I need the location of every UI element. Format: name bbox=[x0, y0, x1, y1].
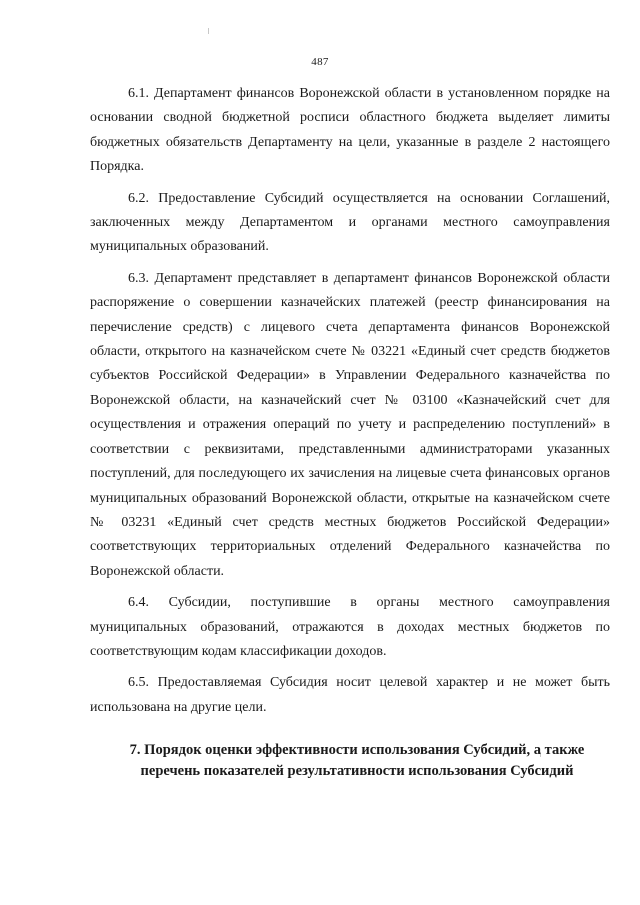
paragraph-6-4: 6.4. Субсидии, поступившие в органы местного самоуправления муниципальных образований, отражаются в доходах местных бюджетов по соответствующим кодам классификации доходов. bbox=[90, 595, 610, 659]
section-title-line: 7. Порядок оценки эффективности использования Субсидий, а также bbox=[129, 742, 585, 759]
section-7-title bbox=[90, 740, 610, 782]
page-number: 487 bbox=[311, 56, 329, 68]
paragraph-6-1: 6.1. Департамент финансов Воронежской области в установленном порядке на основании сводной бюджетной росписи областного бюджета выделяет лимиты бюджетных обязательств Департаменту на цели, указанные в разделе 2 настоящего Порядка. bbox=[90, 86, 610, 175]
document-body bbox=[90, 82, 610, 782]
paragraph-6-2: 6.2. Предоставление Субсидий осуществляется на основании Соглашений, заключенных между Департаментом и органами местного самоуправления муниципальных образований. bbox=[90, 190, 610, 255]
section-title-line: перечень показателей результативности использования Субсидий bbox=[140, 763, 574, 780]
scan-mark bbox=[208, 28, 209, 34]
paragraph-6-3: 6.3. Департамент представляет в департамент финансов Воронежской области распоряжение о совершении казначейских платежей (реестр финансирования на перечисление средств) с лицевого счета департамента финансов Воронежской области, открытого на казначейском счете № 03221 «Единый счет средств бюджетов субъектов Российской Федерации» в Управлении Федерального казначейства по Воронежской области, на казначейский счет № 03100 «Казначейский счет для осуществления и отражения операций по учету и распределению поступлений» в соответствии с реквизитами, представленными администраторами указанных поступлений, для последующего их зачисления на лицевые счета финансовых органов муниципальных образований Воронежской области, открытые на казначейском счете № 03231 «Единый счет средств местных бюджетов Российской Федерации» соответствующих территориальных отделений Федерального казначейства по Воронежской области. bbox=[90, 270, 610, 579]
paragraph-6-5: 6.5. Предоставляемая Субсидия носит целевой характер и не может быть использована на другие цели. bbox=[90, 675, 610, 715]
